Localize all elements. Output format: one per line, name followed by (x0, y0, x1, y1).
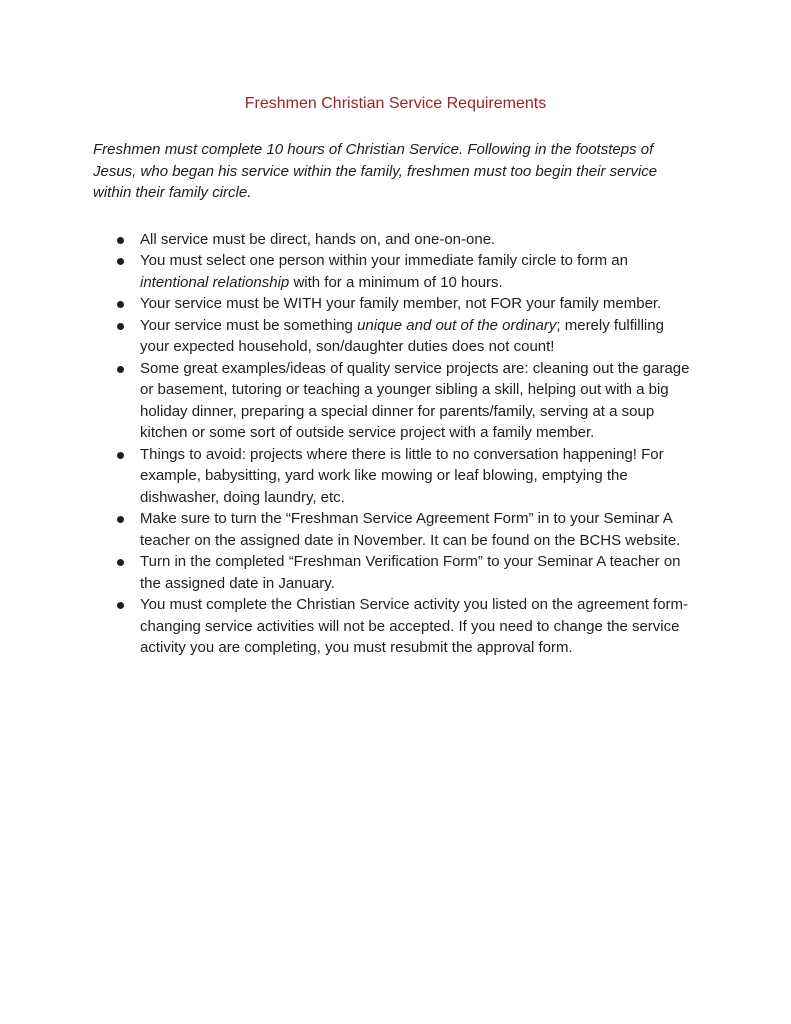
bullet-icon (117, 258, 124, 265)
list-item (117, 229, 791, 251)
text-segment: You must select one person within your immediate family circle to form an (140, 252, 628, 269)
bullet-text (140, 250, 697, 293)
bullet-text (140, 293, 697, 315)
bullet-text (140, 358, 697, 444)
list-item (117, 358, 791, 444)
bullet-icon (117, 516, 124, 523)
list-item (117, 315, 791, 358)
bullet-text (140, 594, 697, 659)
list-item (117, 594, 791, 659)
bullet-icon (117, 452, 124, 459)
bullet-icon (117, 237, 124, 244)
bullet-text (140, 315, 697, 358)
requirements-bullet-list (0, 229, 791, 659)
bullet-text (140, 229, 697, 251)
text-segment: Your service must be something (140, 316, 358, 334)
list-item (117, 551, 791, 594)
text-segment: Things to avoid: projects where there is little to no conversation happening! For example, babysitting, yard work like mowing or leaf blowing, emptying the dishwasher, doing laundry, etc. (140, 445, 664, 506)
bullet-text (140, 508, 697, 551)
italic-text-segment: unique and out of the ordinary (357, 316, 557, 334)
italic-text-segment: intentional relationship (140, 273, 290, 291)
bullet-icon (117, 301, 124, 308)
text-segment: ; merely fulfilling your expected household, son/daughter duties does not count! (140, 316, 664, 355)
bullet-text (140, 444, 697, 509)
list-item (117, 444, 791, 509)
bullet-text (140, 551, 697, 594)
text-segment: Make sure to turn the “Freshman Service Agreement Form” in to your Seminar A teacher on the assigned date in November. It can be found on the BCHS website. (140, 510, 681, 549)
text-segment: with for a minimum of 10 hours. (289, 273, 503, 291)
text-segment: You must complete the Christian Service activity you listed on the agreement form- changing service activities will not be accepted. If you need to change the service activity you are completing, you must resubmit the approval form. (140, 596, 689, 656)
text-segment: All service must be direct, hands on, and one-on-one. (140, 230, 496, 248)
bullet-icon (117, 602, 124, 609)
document-title: Freshmen Christian Service Requirements (244, 95, 547, 112)
bullet-icon (117, 366, 124, 373)
text-segment: Your service must be WITH your family member, not FOR your family member. (140, 295, 662, 312)
list-item (117, 250, 791, 293)
intro-paragraph: Freshmen must complete 10 hours of Christian Service. Following in the footsteps of Jesus, who began his service within the family, freshmen must too begin their service within their family circle. (93, 141, 658, 201)
list-item (117, 293, 791, 315)
bullet-icon (117, 323, 124, 330)
text-segment: Some great examples/ideas of quality service projects are: cleaning out the garage or basement, tutoring or teaching a younger sibling a skill, helping out with a big holiday dinner, preparing a special dinner for parents/family, serving at a soup kitchen or some sort of outside service project with a family member. (140, 359, 690, 441)
bullet-icon (117, 559, 124, 566)
list-item (117, 508, 791, 551)
text-segment: Turn in the completed “Freshman Verification Form” to your Seminar A teacher on the assigned date in January. (140, 553, 681, 592)
